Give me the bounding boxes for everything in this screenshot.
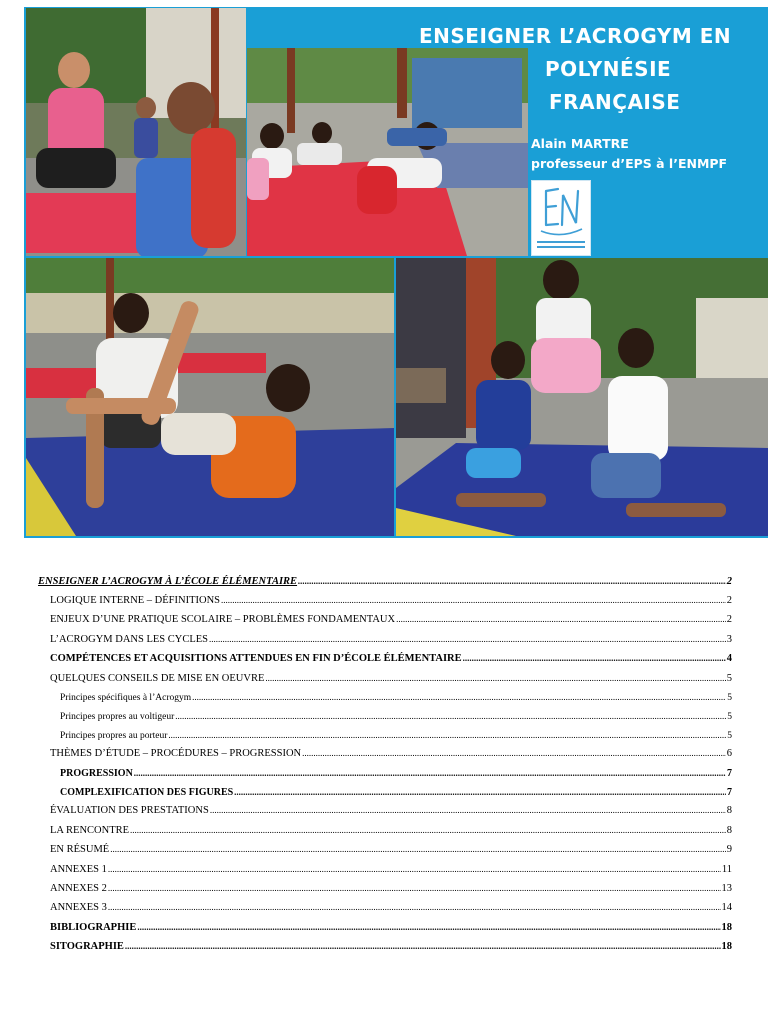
toc-entry[interactable]: [38, 840, 732, 859]
toc-leader-dots: [210, 801, 726, 820]
toc-entry[interactable]: [38, 630, 732, 649]
toc-leader-dots: [137, 918, 720, 937]
toc-entry-page: 7: [727, 767, 732, 779]
toc-leader-dots: [265, 669, 725, 688]
toc-entry-page: 5: [727, 730, 732, 741]
toc-entry-page: 2: [726, 614, 732, 626]
toc-leader-dots: [134, 764, 726, 784]
cover-title-line-3: FRANÇAISE: [549, 90, 681, 114]
toc-subentry[interactable]: [38, 764, 732, 783]
photo-instructor-with-children: [26, 8, 246, 256]
toc-leader-dots: [221, 591, 726, 610]
toc-entry[interactable]: [38, 860, 732, 879]
toc-entry-page: 5: [726, 672, 732, 684]
toc-entry[interactable]: [38, 591, 732, 610]
toc-entry-page: 11: [721, 863, 732, 875]
toc-leader-dots: [209, 630, 726, 649]
toc-entry[interactable]: [38, 937, 732, 956]
toc-leader-dots: [192, 688, 726, 708]
cover-author: [531, 134, 727, 174]
toc-entry-title: L’ACROGYM DANS LES CYCLES: [50, 633, 209, 645]
toc-entry-title: Principes spécifiques à l’Acrogym: [60, 692, 192, 703]
toc-leader-dots: [108, 879, 721, 898]
toc-entry[interactable]: [38, 879, 732, 898]
toc-leader-dots: [125, 937, 721, 956]
toc-entry-page: 5: [727, 692, 732, 703]
toc-leader-dots: [463, 649, 726, 668]
toc-subentry[interactable]: [38, 688, 732, 707]
toc-entry-title: PROGRESSION: [60, 767, 133, 779]
toc-entry-title: ANNEXES 2: [50, 882, 107, 894]
toc-entry-page: 2: [726, 576, 732, 587]
toc-leader-dots: [175, 707, 726, 727]
toc-entry[interactable]: [38, 918, 732, 937]
photo-girls-acrogym-figure: [396, 258, 768, 536]
toc-entry-title: Principes propres au porteur: [60, 730, 168, 741]
cover-title-line-1: ENSEIGNER L’ACROGYM EN: [419, 24, 732, 48]
toc-entry-page: 4: [726, 653, 732, 665]
toc-entry[interactable]: [38, 610, 732, 629]
toc-entry-page: 18: [721, 921, 732, 933]
toc-entry-page: 7: [727, 786, 732, 798]
toc-subentry[interactable]: [38, 726, 732, 745]
toc-entry-page: 9: [726, 844, 732, 856]
toc-leader-dots: [110, 840, 726, 859]
toc-entry-title: LA RENCONTRE: [50, 824, 130, 836]
toc-entry-title: COMPLEXIFICATION DES FIGURES: [60, 786, 234, 798]
toc-leader-dots: [234, 783, 726, 803]
toc-entry[interactable]: [38, 649, 732, 668]
toc-entry[interactable]: [38, 821, 732, 840]
toc-entry-page: 2: [726, 595, 732, 606]
toc-entry-title: COMPÉTENCES ET ACQUISITIONS ATTENDUES EN FIN D’ÉCOLE ÉLÉMENTAIRE: [50, 653, 462, 665]
toc-entry-title: SITOGRAPHIE: [50, 941, 124, 953]
toc-leader-dots: [302, 744, 726, 763]
toc-entry-page: 18: [721, 941, 732, 953]
toc-entry-title: ENSEIGNER L’ACROGYM À L’ÉCOLE ÉLÉMENTAIRE: [38, 576, 298, 587]
photo-boys-acrogym-figure: [26, 258, 394, 536]
toc-subentry[interactable]: [38, 707, 732, 726]
toc-leader-dots: [396, 610, 726, 629]
toc-entry-title: ENJEUX D’UNE PRATIQUE SCOLAIRE – PROBLÈMES FONDAMENTAUX: [50, 614, 396, 626]
table-of-contents: [38, 572, 732, 956]
toc-entry-page: 6: [726, 748, 732, 760]
toc-leader-dots: [108, 860, 721, 879]
toc-entry-title: QUELQUES CONSEILS DE MISE EN OEUVRE: [50, 672, 265, 684]
toc-entry-title: Principes propres au voltigeur: [60, 711, 175, 722]
cover-title-line-2: POLYNÉSIE: [545, 57, 672, 81]
toc-leader-dots: [108, 898, 721, 917]
author-role: professeur d’EPS à l’ENMPF: [531, 156, 728, 171]
toc-entry-title: THÈMES D’ÉTUDE – PROCÉDURES – PROGRESSION: [50, 748, 302, 760]
toc-entry-page: 13: [721, 882, 732, 894]
toc-entry-title: BIBLIOGRAPHIE: [50, 921, 137, 933]
toc-entry-page: 3: [726, 633, 732, 645]
toc-entry[interactable]: [38, 898, 732, 917]
toc-entry-page: 8: [726, 824, 732, 836]
toc-leader-dots: [298, 572, 726, 591]
toc-entry[interactable]: [38, 669, 732, 688]
toc-entry-title: EN RÉSUMÉ: [50, 844, 110, 856]
author-name: Alain MARTRE: [531, 136, 629, 151]
toc-entry-page: 5: [727, 711, 732, 722]
enmpf-logo: [531, 180, 591, 256]
toc-leader-dots: [168, 726, 726, 746]
toc-entry-title: ANNEXES 3: [50, 902, 107, 914]
toc-entry-title: ANNEXES 1: [50, 863, 107, 875]
toc-subentry[interactable]: [38, 783, 732, 802]
toc-entry-title: LOGIQUE INTERNE – DÉFINITIONS: [50, 595, 221, 606]
toc-entry-main[interactable]: [38, 572, 732, 591]
toc-entry-page: 8: [726, 805, 732, 817]
toc-entry[interactable]: [38, 801, 732, 820]
toc-leader-dots: [130, 821, 726, 840]
cover-title: [405, 20, 765, 119]
toc-entry[interactable]: [38, 744, 732, 763]
toc-entry-title: ÉVALUATION DES PRESTATIONS: [50, 805, 209, 817]
toc-entry-page: 14: [721, 902, 732, 914]
